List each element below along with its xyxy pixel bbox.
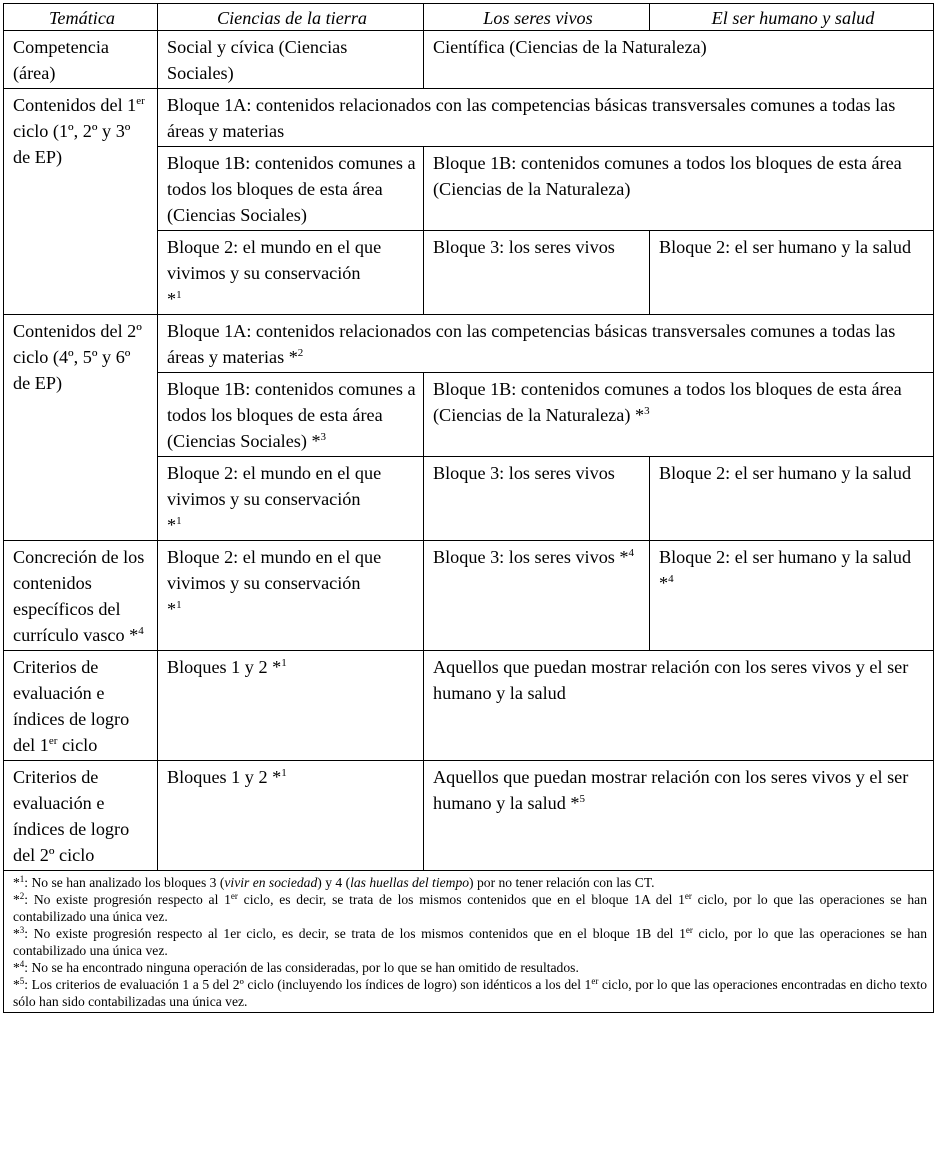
ciclo1-bloque2-salud: Bloque 2: el ser humano y la salud <box>650 231 934 315</box>
concrecion-tierra <box>158 541 424 651</box>
footnote-ref-number: 1 <box>176 515 182 527</box>
footnotes <box>4 871 934 1013</box>
footnote-ref: * <box>272 657 282 677</box>
ciclo2-bloque3-vivos: Bloque 3: los seres vivos <box>424 457 650 541</box>
footnote-italic: vivir en sociedad <box>224 875 318 890</box>
ciclo1-bloque1b-sociales: Bloque 1B: contenidos comunes a todos los bloques de esta área (Ciencias Sociales) <box>158 147 424 231</box>
notes-row <box>4 871 934 1013</box>
ciclo1-label <box>4 89 158 315</box>
ciclo1-bloque2-tierra <box>158 231 424 315</box>
footnote-mark: * <box>13 892 20 907</box>
footnote-number: 4 <box>19 959 25 969</box>
footnote-sup: er <box>684 891 692 901</box>
criterios1-label-b: ciclo <box>57 735 98 755</box>
criterios2-row <box>4 761 934 871</box>
footnote-text: ciclo, por lo que las operaciones se han contabilizado una única vez. <box>13 926 928 958</box>
footnote-ref: * <box>272 767 282 787</box>
criterios2-label: Criterios de evaluación e índices de logro del 2º ciclo <box>4 761 158 871</box>
competencia-social: Social y cívica (Ciencias Sociales) <box>158 31 424 89</box>
concrecion-salud-text: Bloque 2: el ser humano y la salud <box>659 547 912 567</box>
footnote-italic: las huellas del tiempo <box>350 875 470 890</box>
criterios2-resto-text: Aquellos que puedan mostrar relación con los seres vivos y el ser humano y la salud <box>433 767 909 813</box>
footnote-ref-number: 4 <box>138 625 144 637</box>
ciclo1-label-sup: er <box>136 95 145 107</box>
ciclo1-label-a: Contenidos del 1 <box>13 95 137 115</box>
footnote-3 <box>13 925 927 959</box>
competencias-table <box>3 3 934 1013</box>
footnote-sup: er <box>230 891 238 901</box>
footnote-ref: * <box>288 347 298 367</box>
footnote-text: ) y 4 ( <box>317 875 351 890</box>
footnote-number: 2 <box>19 891 25 901</box>
footnote-text: ciclo, es decir, se trata de los mismos contenidos que en el bloque 1A del 1 <box>237 892 685 907</box>
criterios2-tierra <box>158 761 424 871</box>
footnote-sup: er <box>685 925 693 935</box>
header-ser-humano-salud: El ser humano y salud <box>650 4 934 31</box>
ciclo2-bloque2-tierra <box>158 457 424 541</box>
concrecion-salud <box>650 541 934 651</box>
footnote-number: 5 <box>19 976 25 986</box>
ciclo1-bloque1a: Bloque 1A: contenidos relacionados con las competencias básicas transversales comunes a todas las áreas y materias <box>158 89 934 147</box>
footnote-ref-number: 1 <box>281 767 287 779</box>
ciclo1-label-b: ciclo (1º, 2º y 3º de EP) <box>13 121 131 167</box>
footnote-text: : Los criterios de evaluación 1 a 5 del 2º ciclo (incluyendo los índices de logro) son idénticos a los del 1 <box>24 977 592 992</box>
footnote-mark: * <box>13 977 20 992</box>
footnote-ref-number: 3 <box>644 405 650 417</box>
criterios1-label-a: Criterios de evaluación e índices de logro del 1 <box>13 657 130 755</box>
footnote-text: : No existe progresión respecto al 1er ciclo, es decir, se trata de los mismos contenidos que en el bloque 1B del 1 <box>24 926 686 941</box>
ciclo2-label: Contenidos del 2º ciclo (4º, 5º y 6º de EP) <box>4 315 158 541</box>
ciclo2-bloque1b-sociales-text: Bloque 1B: contenidos comunes a todos los bloques de esta área (Ciencias Sociales) <box>167 379 416 451</box>
ciclo1-bloque3-vivos: Bloque 3: los seres vivos <box>424 231 650 315</box>
footnote-5 <box>13 976 927 1010</box>
competencia-cientifica: Científica (Ciencias de la Naturaleza) <box>424 31 934 89</box>
concrecion-label-text: Concreción de los contenidos específicos del currículo vasco <box>13 547 145 645</box>
criterios1-row <box>4 651 934 761</box>
footnote-4 <box>13 959 927 976</box>
concrecion-row <box>4 541 934 651</box>
footnote-2 <box>13 891 927 925</box>
footnote-ref: * <box>634 405 645 425</box>
footnote-number: 3 <box>19 925 25 935</box>
ciclo1-bloque1b-naturaleza: Bloque 1B: contenidos comunes a todos los bloques de esta área (Ciencias de la Naturaleza) <box>424 147 934 231</box>
criterios1-resto: Aquellos que puedan mostrar relación con los seres vivos y el ser humano y la salud <box>424 651 934 761</box>
ciclo1-bloque2-tierra-text: Bloque 2: el mundo en el que vivimos y su conservación <box>167 237 382 283</box>
footnote-ref: * <box>311 431 321 451</box>
footnote-ref-number: 2 <box>297 347 304 359</box>
criterios1-label-sup: er <box>48 735 58 747</box>
footnote-ref-number: 4 <box>668 573 674 585</box>
header-tematica: Temática <box>4 4 158 31</box>
ciclo2-bloque1a-text: Bloque 1A: contenidos relacionados con las competencias básicas transversales comunes a todas las áreas y materias <box>167 321 896 367</box>
concrecion-label <box>4 541 158 651</box>
criterios1-label <box>4 651 158 761</box>
footnote-text: : No se han analizado los bloques 3 ( <box>24 875 225 890</box>
footnote-ref: * <box>659 573 669 593</box>
concrecion-tierra-text: Bloque 2: el mundo en el que vivimos y su conservación <box>167 547 382 593</box>
footnote-ref: * <box>570 793 580 813</box>
criterios1-tierra-text: Bloques 1 y 2 <box>167 657 268 677</box>
ciclo2-bloque1a <box>158 315 934 373</box>
footnote-ref-number: 1 <box>281 657 287 669</box>
footnote-ref: * <box>167 599 177 619</box>
footnote-ref: * <box>129 625 139 645</box>
header-seres-vivos: Los seres vivos <box>424 4 650 31</box>
footnote-text: ciclo, por lo que las operaciones se han contabilizado una única vez. <box>13 892 927 924</box>
header-ciencias-tierra: Ciencias de la tierra <box>158 4 424 31</box>
criterios1-tierra <box>158 651 424 761</box>
footnote-ref-number: 1 <box>176 599 182 611</box>
footnote-mark: * <box>13 926 20 941</box>
header-row <box>4 4 934 31</box>
footnote-ref-number: 3 <box>320 431 327 443</box>
footnote-ref-number: 4 <box>628 547 635 559</box>
footnote-text: : No existe progresión respecto al 1 <box>24 892 231 907</box>
footnote-ref-number: 5 <box>579 793 585 805</box>
footnote-ref: * <box>167 289 177 309</box>
ciclo2-bloque2-salud: Bloque 2: el ser humano y la salud <box>650 457 934 541</box>
footnote-number: 1 <box>19 874 25 884</box>
concrecion-vivos-text: Bloque 3: los seres vivos <box>433 547 615 567</box>
footnote-text: ) por no tener relación con las CT. <box>469 875 655 890</box>
footnote-ref: * <box>167 515 177 535</box>
ciclo2-bloque1b-naturaleza <box>424 373 934 457</box>
ciclo2-bloque1b-sociales <box>158 373 424 457</box>
ciclo1-row-a <box>4 89 934 147</box>
footnote-ref: * <box>619 547 629 567</box>
concrecion-vivos <box>424 541 650 651</box>
footnote-mark: * <box>13 960 20 975</box>
document-page <box>3 3 934 1013</box>
footnote-text: : No se ha encontrado ninguna operación de las consideradas, por lo que se han omitido de resultados. <box>24 960 579 975</box>
footnote-mark: * <box>13 875 20 890</box>
criterios2-tierra-text: Bloques 1 y 2 <box>167 767 268 787</box>
competencia-row <box>4 31 934 89</box>
competencia-label: Competencia (área) <box>4 31 158 89</box>
footnote-ref-number: 1 <box>176 289 182 301</box>
footnote-text: ciclo, por lo que las operaciones encontradas en dicho texto sólo han sido contabilizadas una única vez. <box>13 977 928 1009</box>
ciclo2-bloque1b-naturaleza-text: Bloque 1B: contenidos comunes a todos los bloques de esta área (Ciencias de la Naturaleza) <box>433 379 902 425</box>
footnote-sup: er <box>591 976 599 986</box>
ciclo2-bloque2-tierra-text: Bloque 2: el mundo en el que vivimos y su conservación <box>167 463 382 509</box>
footnote-1 <box>13 874 927 891</box>
criterios2-resto <box>424 761 934 871</box>
ciclo2-row-a <box>4 315 934 373</box>
